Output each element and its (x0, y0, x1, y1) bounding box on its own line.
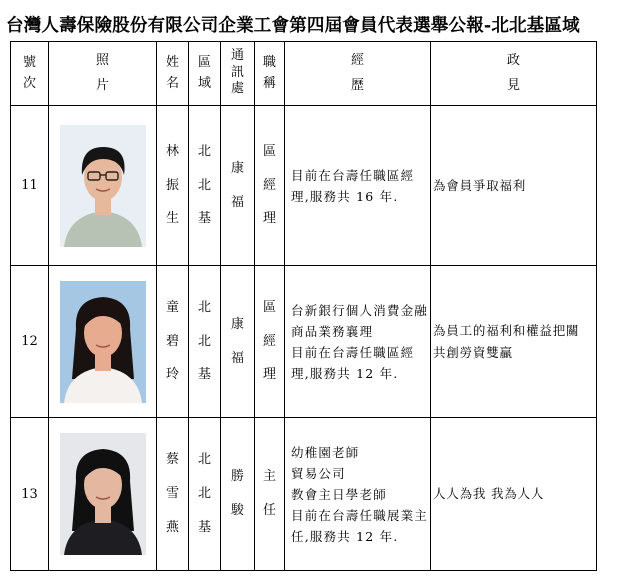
candidate-position: 區經理 (255, 106, 285, 266)
experience-line: 理,服務共 12 年. (291, 365, 399, 381)
experience-line: 教會主日學老師 (291, 486, 387, 502)
candidate-position: 主任 (255, 418, 285, 571)
candidate-policy (431, 106, 597, 266)
experience-line: 任,服務共 12 年. (291, 528, 399, 544)
header-policy: 政見 (431, 42, 597, 106)
candidate-office: 康福 (221, 266, 255, 418)
candidate-number: 11 (11, 106, 49, 266)
policy-line: 為員工的福利和權益把關 (433, 322, 580, 338)
candidate-region: 北北基 (189, 106, 221, 266)
experience-line: 目前在台壽任職區經 (291, 167, 415, 183)
candidate-row (11, 266, 597, 418)
candidate-office: 康福 (221, 106, 255, 266)
candidate-policy (431, 266, 597, 418)
candidate-row (11, 418, 597, 571)
candidate-experience (285, 266, 431, 418)
candidate-experience (285, 106, 431, 266)
experience-line: 台新銀行個人消費金融 (291, 302, 429, 318)
header-row (11, 42, 597, 106)
candidate-photo (60, 433, 146, 555)
candidate-region: 北北基 (189, 266, 221, 418)
candidate-photo (60, 281, 146, 403)
experience-line: 目前在台壽任職區經 (291, 344, 415, 360)
candidate-number: 12 (11, 266, 49, 418)
candidate-photo-cell (49, 418, 157, 571)
candidate-region: 北北基 (189, 418, 221, 571)
candidate-experience (285, 418, 431, 571)
policy-line: 為會員爭取福利 (433, 177, 527, 193)
experience-line: 貿易公司 (291, 465, 346, 481)
candidate-name: 林振生 (157, 106, 189, 266)
header-name: 姓名 (157, 42, 189, 106)
candidate-office: 勝駿 (221, 418, 255, 571)
candidate-number: 13 (11, 418, 49, 571)
candidate-name: 童碧玲 (157, 266, 189, 418)
candidate-photo-cell (49, 106, 157, 266)
page-title: 台灣人壽保險股份有限公司企業工會第四屆會員代表選舉公報-北北基區域 (6, 16, 580, 36)
policy-line: 人人為我 我為人人 (433, 486, 545, 501)
header-region: 區域 (189, 42, 221, 106)
candidate-photo-cell (49, 266, 157, 418)
candidate-photo (60, 125, 146, 247)
header-position: 職稱 (255, 42, 285, 106)
experience-line: 理,服務共 16 年. (291, 188, 399, 204)
experience-line: 目前在台壽任職展業主 (291, 507, 429, 523)
candidate-policy (431, 418, 597, 571)
experience-line: 商品業務襄理 (291, 323, 374, 339)
experience-line: 幼稚園老師 (291, 444, 360, 460)
header-experience: 經歷 (285, 42, 431, 106)
header-no: 號次 (11, 42, 49, 106)
header-office: 通訊處 (221, 42, 255, 106)
candidate-row (11, 106, 597, 266)
policy-line: 共創勞資雙贏 (433, 344, 513, 360)
candidate-position: 區經理 (255, 266, 285, 418)
header-photo: 照片 (49, 42, 157, 106)
candidate-name: 蔡雪燕 (157, 418, 189, 571)
candidate-table (10, 41, 597, 571)
